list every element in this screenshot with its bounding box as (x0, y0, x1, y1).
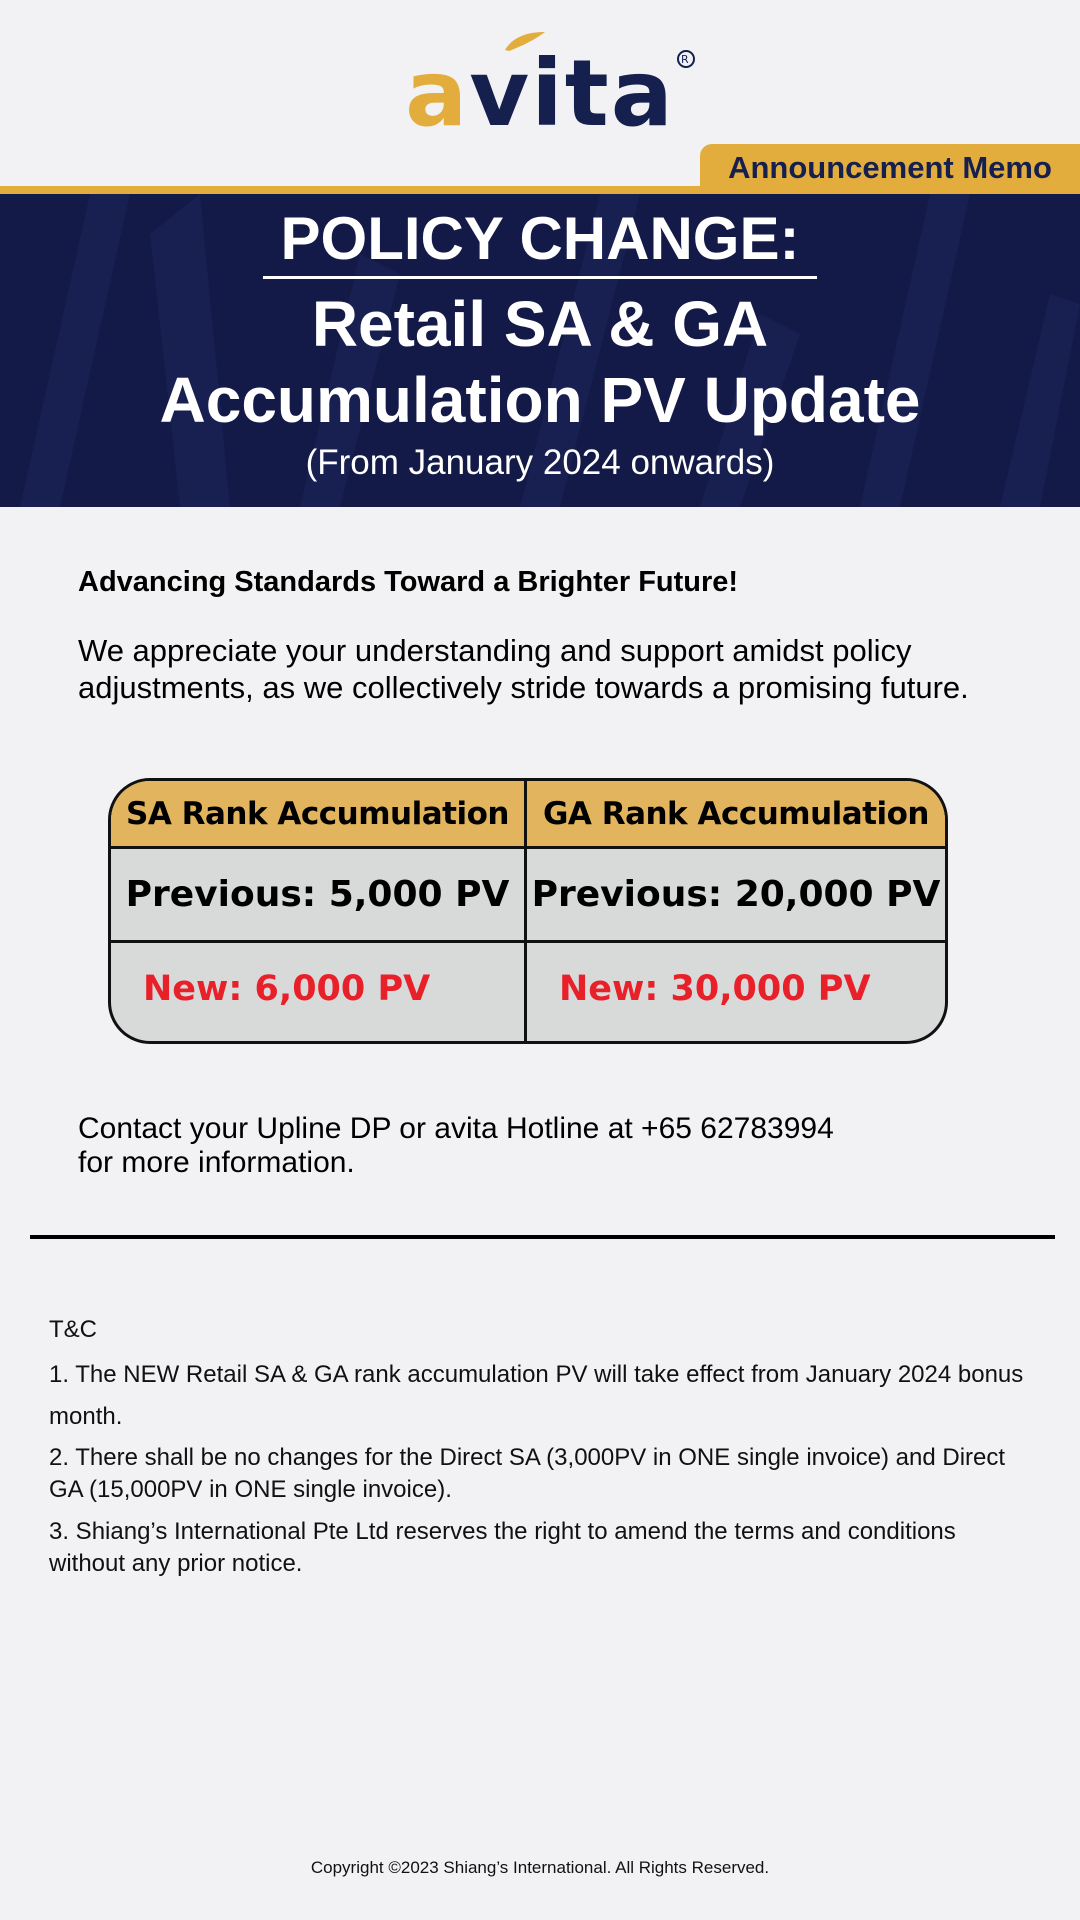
policy-change-title (0, 206, 1080, 272)
announcement-memo-tab (700, 144, 1080, 192)
intro-headline: Advancing Standards Toward a Brighter Future! (78, 566, 739, 598)
subtitle-line1: Retail SA & GA (311, 288, 769, 360)
memo-tab-label: Announcement Memo (728, 150, 1052, 185)
header-ga: GA Rank Accumulation (542, 795, 930, 832)
registered-mark-icon: R (677, 50, 695, 68)
tc-item-1: 1. The NEW Retail SA & GA rank accumulation PV will take effect from January 2024 bonus month. (49, 1361, 1024, 1430)
avita-logo (405, 40, 691, 147)
contact-line1: Contact your Upline DP or avita Hotline at +65 62783994 (78, 1112, 834, 1145)
tc-item-2: 2. There shall be no changes for the Direct SA (3,000PV in ONE single invoice) and Direct GA (15,000PV in ONE single invoice). (49, 1444, 1006, 1503)
logo-letter-a: a (405, 40, 470, 147)
policy-banner (0, 194, 1080, 507)
sa-new: New: 6,000 PV (111, 943, 527, 1041)
header-logo-area (0, 40, 1080, 147)
copyright-footer: Copyright ©2023 Shiang’s International. All Rights Reserved. (310, 1858, 770, 1877)
effective-date: (From January 2024 onwards) (305, 443, 775, 482)
tc-item-3: 3. Shiang’s International Pte Ltd reserves the right to amend the terms and conditions without any prior notice. (49, 1518, 956, 1577)
contact-info (78, 1112, 978, 1180)
gold-divider (0, 186, 1080, 194)
contact-line2: for more information. (78, 1146, 355, 1179)
intro-body: We appreciate your understanding and support amidst policy adjustments, as we collectively stride towards a promising future. (78, 633, 969, 705)
sa-previous: Previous: 5,000 PV (111, 849, 527, 940)
table-header-row (111, 781, 945, 849)
pv-comparison-table (108, 778, 948, 1044)
section-divider (30, 1235, 1055, 1239)
subtitle-line2: Accumulation PV Update (159, 364, 921, 436)
ga-previous: Previous: 20,000 PV (531, 874, 941, 915)
banner-subtitle (0, 286, 1080, 438)
leaf-icon (503, 30, 547, 52)
table-row-previous (111, 849, 945, 943)
header-sa: SA Rank Accumulation (111, 781, 527, 846)
policy-change-text: POLICY CHANGE: (263, 205, 818, 279)
terms-and-conditions (49, 1314, 1029, 1590)
table-row-new (111, 943, 945, 1041)
tc-title: T&C (49, 1316, 97, 1343)
logo-letters-vita: vita (469, 40, 675, 147)
ga-new: New: 30,000 PV (559, 969, 871, 1009)
